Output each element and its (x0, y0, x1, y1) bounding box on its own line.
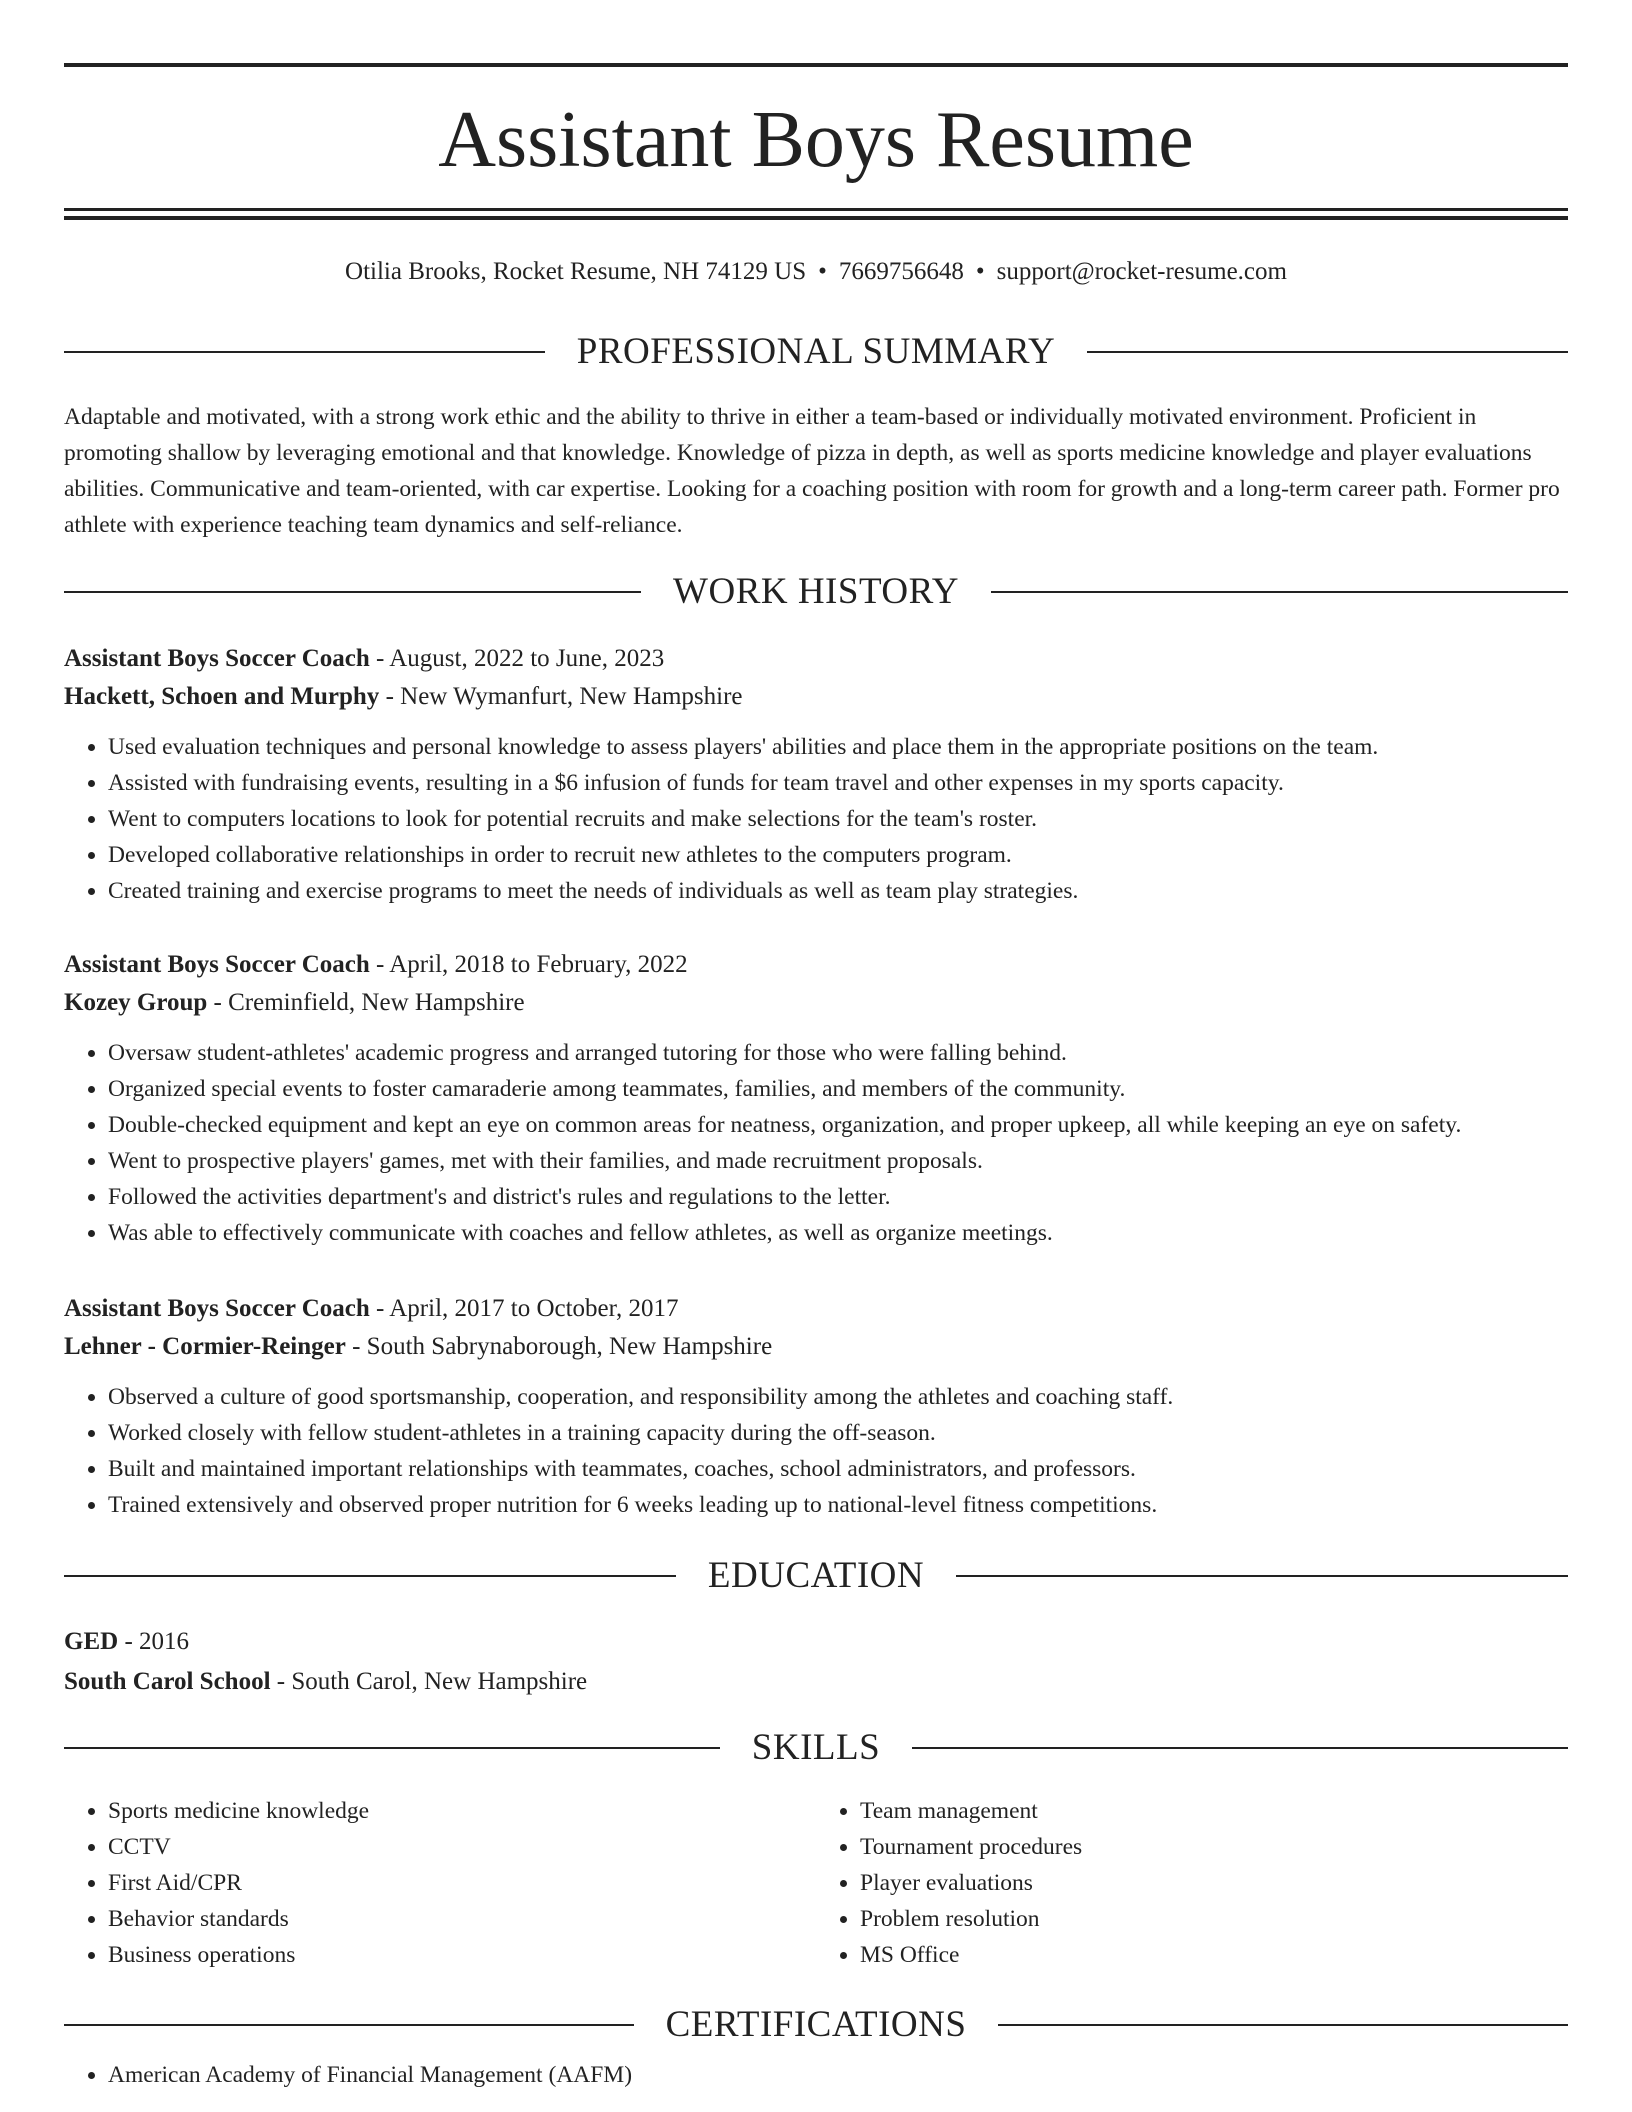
job-entry (64, 640, 1568, 909)
skill-item: • Sports medicine knowledge (108, 1793, 816, 1829)
job-dates: - April, 2018 to February, 2022 (369, 951, 688, 978)
job-bullets (64, 1035, 1568, 1251)
heading-rule (64, 1575, 676, 1577)
heading-rule (912, 1747, 1568, 1749)
contact-separator: • (818, 258, 827, 285)
heading-rule (991, 591, 1568, 593)
heading-rule (64, 591, 641, 593)
skill-item: • Tournament procedures (860, 1829, 1568, 1865)
skill-item: • Player evaluations (860, 1865, 1568, 1901)
summary-text: Adaptable and motivated, with a strong work ethic and the ability to thrive in either a team-based or individually motivated environment. Proficient in promoting shallow by leveraging emotional and that knowledge. Knowledge of pizza in depth, as well as sports medicine knowledge and player evaluations abilities. Communicative and team-oriented, with car expertise. Looking for a coaching position with room for growth and a long-term career path. Former pro athlete with experience teaching team dynamics and self-reliance. (64, 404, 1560, 538)
skill-item: • Problem resolution (860, 1901, 1568, 1937)
job-bullet: • Oversaw student-athletes' academic progress and arranged tutoring for those who were falling behind. (108, 1035, 1568, 1071)
certification-item: • American Academy of Financial Management (AAFM) (108, 2057, 1568, 2093)
job-bullet: • Assisted with fundraising events, resulting in a $6 infusion of funds for team travel and other expenses in my sports capacity. (108, 765, 1568, 801)
section-title: WORK HISTORY (673, 571, 959, 612)
job-bullet: • Was able to effectively communicate with coaches and fellow athletes, as well as organize meetings. (108, 1215, 1568, 1251)
job-title: Assistant Boys Soccer Coach (64, 1295, 370, 1322)
job-title-line (64, 1290, 1568, 1328)
contact-email: support@rocket-resume.com (996, 258, 1287, 285)
heading-rule (998, 2024, 1568, 2026)
skill-item: • MS Office (860, 1937, 1568, 1973)
job-bullet: • Trained extensively and observed proper nutrition for 6 weeks leading up to national-level fitness competitions. (108, 1487, 1568, 1523)
job-title: Assistant Boys Soccer Coach (64, 645, 370, 672)
job-bullet: • Developed collaborative relationships in order to recruit new athletes to the computers program. (108, 837, 1568, 873)
education-year: - 2016 (118, 1628, 190, 1655)
job-entry (64, 1290, 1568, 1523)
job-bullets (64, 729, 1568, 909)
job-location: - South Sabrynaborough, New Hampshire (345, 1333, 773, 1360)
heading-rule (956, 1575, 1568, 1577)
job-location: - New Wymanfurt, New Hampshire (379, 683, 743, 710)
job-dates: - April, 2017 to October, 2017 (369, 1295, 679, 1322)
skill-item: • Behavior standards (108, 1901, 816, 1937)
education-school-line (64, 1663, 1568, 1701)
section-title: CERTIFICATIONS (665, 2004, 967, 2045)
job-bullet: • Built and maintained important relationships with teammates, coaches, school administrators, and professors. (108, 1451, 1568, 1487)
skill-item: • First Aid/CPR (108, 1865, 816, 1901)
job-company-line (64, 678, 1568, 716)
skill-item: • Team management (860, 1793, 1568, 1829)
contact-separator: • (975, 258, 985, 285)
job-bullet: • Observed a culture of good sportsmanship, cooperation, and responsibility among the athletes and coaching staff. (108, 1379, 1568, 1415)
job-company-line (64, 1328, 1568, 1366)
job-entry (64, 946, 1568, 1251)
section-heading-education (64, 1551, 1568, 1601)
section-heading-certifications (64, 2000, 1568, 2050)
contact-address: Otilia Brooks, Rocket Resume, NH 74129 US (345, 258, 807, 285)
heading-rule (64, 2024, 634, 2026)
skill-item: • CCTV (108, 1829, 816, 1865)
heading-rule (1087, 351, 1568, 353)
job-bullet: • Used evaluation techniques and personal knowledge to assess players' abilities and place them in the appropriate positions on the team. (108, 729, 1568, 765)
job-location: - Creminfield, New Hampshire (207, 989, 525, 1016)
certifications-list (64, 2057, 1568, 2093)
skills-columns (64, 1793, 1568, 1973)
education-entry (64, 1623, 1568, 1701)
education-school: South Carol School (64, 1668, 271, 1695)
job-bullet: • Created training and exercise programs to meet the needs of individuals as well as team play strategies. (108, 873, 1568, 909)
job-bullet: • Went to computers locations to look for potential recruits and make selections for the team's roster. (108, 801, 1568, 837)
section-title: SKILLS (751, 1727, 881, 1768)
job-bullets (64, 1379, 1568, 1523)
heading-rule (64, 351, 545, 353)
job-title-line (64, 946, 1568, 984)
contact-phone: 7669756648 (838, 258, 964, 285)
job-bullet: • Organized special events to foster camaraderie among teammates, families, and members of the community. (108, 1071, 1568, 1107)
job-company: Lehner - Cormier-Reinger (64, 1333, 346, 1360)
job-bullet: • Went to prospective players' games, met with their families, and made recruitment proposals. (108, 1143, 1568, 1179)
education-degree-line (64, 1623, 1568, 1661)
section-title: PROFESSIONAL SUMMARY (576, 331, 1056, 372)
job-bullet: • Double-checked equipment and kept an eye on common areas for neatness, organization, and proper upkeep, all while keeping an eye on safety. (108, 1107, 1568, 1143)
job-company: Kozey Group (64, 989, 208, 1016)
job-company-line (64, 984, 1568, 1022)
job-title: Assistant Boys Soccer Coach (64, 951, 370, 978)
skills-column-right (816, 1793, 1568, 1973)
resume-title: Assistant Boys Resume (438, 96, 1194, 184)
job-bullet: • Worked closely with fellow student-athletes in a training capacity during the off-season. (108, 1415, 1568, 1451)
job-dates: - August, 2022 to June, 2023 (369, 645, 665, 672)
certification-bullets (64, 2057, 1568, 2093)
contact-line (64, 254, 1568, 290)
job-company: Hackett, Schoen and Murphy (64, 683, 380, 710)
title-double-rule (64, 208, 1568, 220)
education-location: - South Carol, New Hampshire (270, 1668, 588, 1695)
skills-list (64, 1793, 1568, 1973)
job-title-line (64, 640, 1568, 678)
top-rule (64, 63, 1568, 67)
section-title: EDUCATION (707, 1555, 925, 1596)
job-bullet: • Followed the activities department's and district's rules and regulations to the letter. (108, 1179, 1568, 1215)
section-heading-summary (64, 327, 1568, 377)
skills-column-left (64, 1793, 816, 1973)
heading-rule (64, 1747, 720, 1749)
section-heading-skills (64, 1723, 1568, 1773)
skill-item: • Business operations (108, 1937, 816, 1973)
section-heading-work (64, 567, 1568, 617)
education-degree: GED (64, 1628, 119, 1655)
